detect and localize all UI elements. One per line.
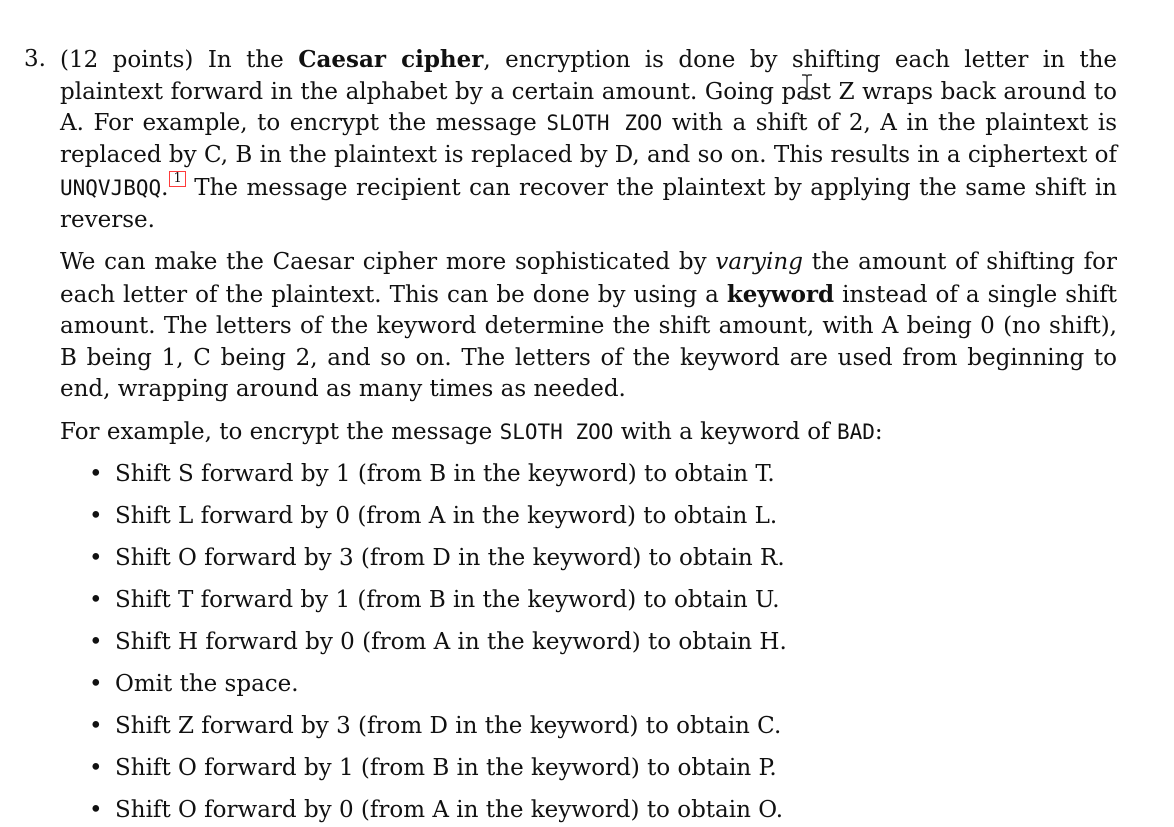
list-item <box>60 711 1117 743</box>
intro-paragraph <box>60 44 1117 236</box>
step-text: Shift O forward by 0 (from A in the keyword) to obtain O. <box>115 797 784 823</box>
step-text: Shift L forward by 0 (from A in the keyword) to obtain L. <box>115 503 778 529</box>
list-item <box>60 795 1117 827</box>
step-text: Shift S forward by 1 (from B in the keyword) to obtain T. <box>115 461 775 487</box>
problem-3 <box>24 44 1117 827</box>
step-text: Shift O forward by 1 (from B in the keyword) to obtain P. <box>115 755 777 781</box>
bullet-icon: • <box>89 629 103 655</box>
text-run: the amount of shifting for each letter of the plaintext. This can be done by using a <box>60 249 1118 308</box>
example-keyword: BAD <box>836 419 875 444</box>
bullet-icon: • <box>89 545 103 571</box>
text-run: with a shift of 2, A in the plaintext is replaced by C, B in the plaintext is replaced by D, and so on. This results in a ciphertext of <box>60 110 1118 168</box>
keyword-term: keyword <box>726 280 835 308</box>
varying-term: varying <box>715 249 803 275</box>
bullet-icon: • <box>89 503 103 529</box>
list-item <box>60 501 1117 533</box>
bullet-icon: • <box>89 755 103 781</box>
text-run: with a keyword of <box>620 418 830 445</box>
bullet-icon: • <box>89 461 103 487</box>
step-text: Shift O forward by 3 (from D in the keyword) to obtain R. <box>115 545 785 571</box>
text-run: , encryption is done by shifting each letter in the plaintext forward in the alphabet by a certain amount. Going past Z wraps back around to A. For example, to encrypt the message <box>60 47 1117 136</box>
keyword-paragraph <box>60 247 1117 406</box>
example-message: SLOTH ZOO <box>546 111 663 135</box>
example-message: SLOTH ZOO <box>499 419 614 444</box>
text-cursor-icon <box>800 74 814 100</box>
text-run: We can make the Caesar cipher more sophisticated by <box>60 249 707 275</box>
list-item <box>60 669 1117 701</box>
question-body <box>60 44 1117 827</box>
question-number: 3. <box>24 46 46 72</box>
step-text: Omit the space. <box>115 671 299 697</box>
bullet-icon: • <box>89 797 103 823</box>
text-run: In the <box>207 47 284 73</box>
list-item <box>60 543 1117 575</box>
points-label: (12 points) <box>60 47 194 73</box>
bullet-icon: • <box>89 671 103 697</box>
list-item <box>60 585 1117 617</box>
example-paragraph <box>60 417 1117 449</box>
example-ciphertext: UNQVJBQQ <box>60 176 162 200</box>
text-run: : <box>874 418 883 445</box>
step-text: Shift H forward by 0 (from A in the keyword) to obtain H. <box>115 629 787 655</box>
text-run: . <box>161 175 169 201</box>
list-item <box>60 753 1117 785</box>
bullet-icon: • <box>89 713 103 739</box>
text-run: The message recipient can recover the plaintext by applying the same shift in reverse. <box>60 175 1117 233</box>
bullet-icon: • <box>89 587 103 613</box>
step-text: Shift T forward by 1 (from B in the keyword) to obtain U. <box>115 587 780 613</box>
caesar-cipher-term: Caesar cipher <box>298 46 484 73</box>
text-run: For example, to encrypt the message <box>60 418 493 445</box>
text-run: instead of a single shift amount. The letters of the keyword determine the shift amount, with A being 0 (no shift), B being 1, C being 2, and so on. The letters of the keyword are used from beginning to end, wrapping around as many times as needed. <box>60 281 1118 402</box>
footnote-link[interactable]: 1 <box>169 171 185 187</box>
list-item <box>60 627 1117 659</box>
steps-list <box>60 459 1117 827</box>
step-text: Shift Z forward by 3 (from D in the keyword) to obtain C. <box>115 713 782 739</box>
list-item <box>60 459 1117 491</box>
